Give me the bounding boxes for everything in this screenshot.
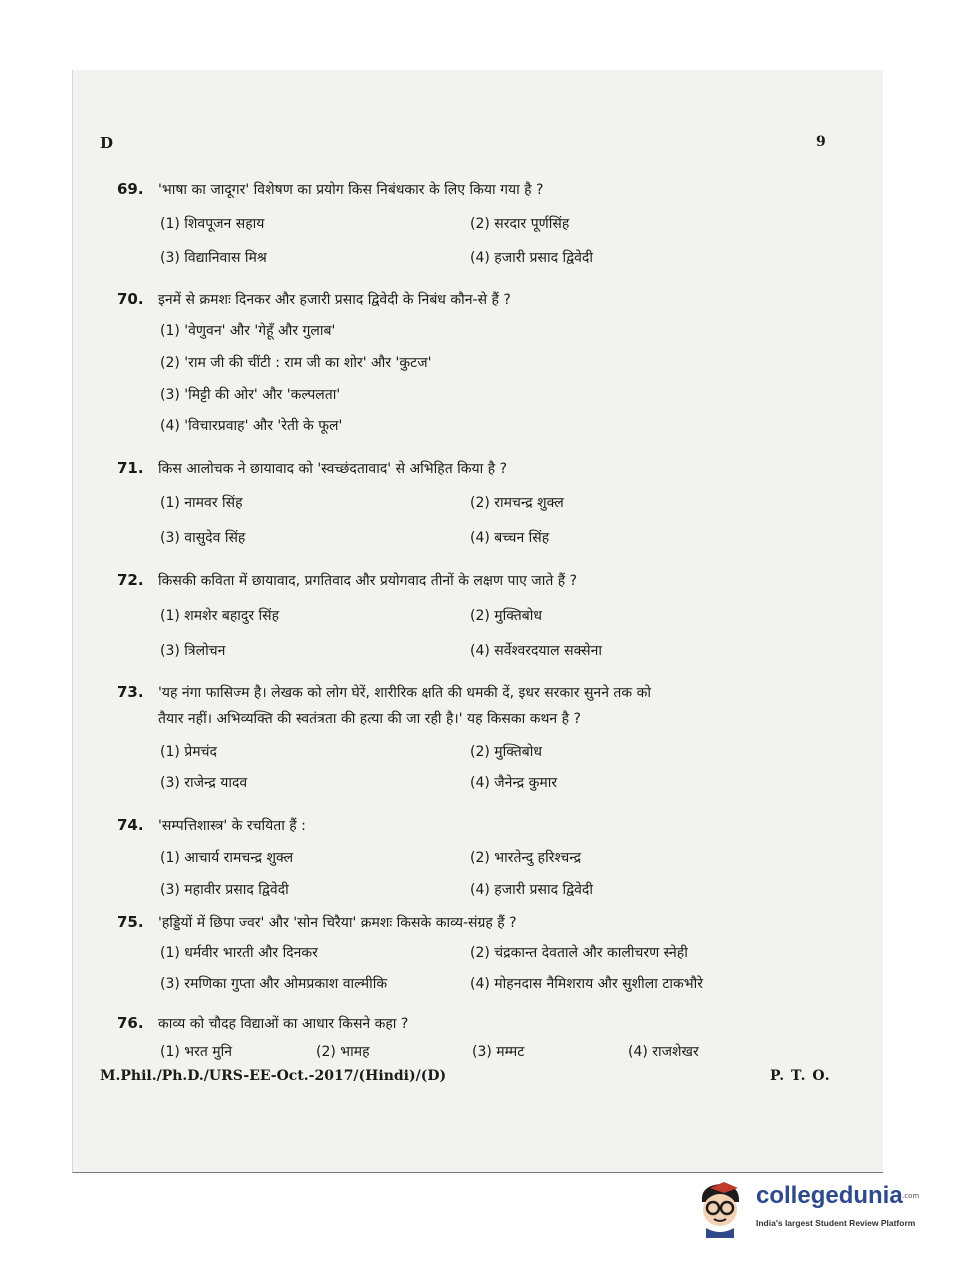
question-text-line-2: तैयार नहीं। अभिव्यक्ति की स्वतंत्रता की हत्या की जा रही है।' यह किसका कथन है ?	[158, 711, 581, 727]
question-number: 71.	[117, 459, 144, 477]
question-text: 'सम्पत्तिशास्त्र' के रचयिता हैं :	[158, 818, 306, 834]
option: (4) सर्वेश्वरदयाल सक्सेना	[470, 643, 602, 659]
question-number: 74.	[117, 816, 144, 834]
option: (2) सरदार पूर्णसिंह	[470, 216, 570, 232]
option: (1) भरत मुनि	[160, 1044, 233, 1060]
collegedunia-logo	[690, 1180, 930, 1242]
series-code: D	[100, 134, 114, 152]
option: (2) 'राम जी की चींटी : राम जी का शोर' और 'कुटज'	[160, 355, 432, 371]
question-text: किस आलोचक ने छायावाद को 'स्वच्छंदतावाद' से अभिहित किया है ?	[158, 461, 508, 477]
option: (1) आचार्य रामचन्द्र शुक्ल	[160, 850, 294, 866]
option: (4) राजशेखर	[628, 1044, 699, 1060]
option: (4) हजारी प्रसाद द्विवेदी	[470, 882, 593, 898]
option: (4) 'विचारप्रवाह' और 'रेती के फूल'	[160, 418, 343, 434]
option: (3) विद्यानिवास मिश्र	[160, 250, 267, 266]
question-number: 70.	[117, 290, 144, 308]
brand-name: collegedunia	[756, 1182, 903, 1209]
question-number: 73.	[117, 683, 144, 701]
brand-suffix: .com	[902, 1192, 920, 1200]
question-text: काव्य को चौदह विद्याओं का आधार किसने कहा ?	[158, 1016, 409, 1032]
option: (4) हजारी प्रसाद द्विवेदी	[470, 250, 593, 266]
option: (2) मुक्तिबोध	[470, 744, 542, 760]
option: (3) मम्मट	[472, 1044, 525, 1060]
pto-label: P. T. O.	[770, 1068, 831, 1084]
question-number: 76.	[117, 1014, 144, 1032]
option: (3) रमणिका गुप्ता और ओमप्रकाश वाल्मीकि	[160, 976, 388, 992]
option: (3) राजेन्द्र यादव	[160, 775, 248, 791]
option: (2) रामचन्द्र शुक्ल	[470, 495, 564, 511]
question-text: किसकी कविता में छायावाद, प्रगतिवाद और प्रयोगवाद तीनों के लक्षण पाए जाते हैं ?	[158, 573, 578, 589]
option: (1) 'वेणुवन' और 'गेहूँ और गुलाब'	[160, 323, 336, 339]
option: (4) बच्चन सिंह	[470, 530, 550, 546]
option: (3) महावीर प्रसाद द्विवेदी	[160, 882, 289, 898]
question-number: 75.	[117, 913, 144, 931]
option: (1) नामवर सिंह	[160, 495, 243, 511]
option: (1) शिवपूजन सहाय	[160, 216, 265, 232]
question-text: इनमें से क्रमशः दिनकर और हजारी प्रसाद द्विवेदी के निबंध कौन-से हैं ?	[158, 292, 511, 308]
option: (4) जैनेन्द्र कुमार	[470, 775, 558, 791]
option: (2) भारतेन्दु हरिश्चन्द्र	[470, 850, 582, 866]
option: (1) प्रेमचंद	[160, 744, 217, 760]
option: (1) धर्मवीर भारती और दिनकर	[160, 945, 318, 961]
mascot-icon	[690, 1180, 750, 1238]
option: (2) चंद्रकान्त देवताले और कालीचरण स्नेही	[470, 945, 688, 961]
question-text: 'हड्डियों में छिपा ज्वर' और 'सोन चिरैया' क्रमशः किसके काव्य-संग्रह हैं ?	[158, 915, 517, 931]
question-number: 72.	[117, 571, 144, 589]
option: (3) त्रिलोचन	[160, 643, 226, 659]
exam-code: M.Phil./Ph.D./URS-EE-Oct.-2017/(Hindi)/(D)	[100, 1068, 447, 1084]
brand-tagline: India's largest Student Review Platform	[756, 1218, 916, 1228]
option: (3) वासुदेव सिंह	[160, 530, 246, 546]
question-text-line-1: 'यह नंगा फासिज्म है। लेखक को लोग घेरें, शारीरिक क्षति की धमकी दें, इधर सरकार सुनने तक को	[158, 685, 651, 701]
question-text: 'भाषा का जादूगर' विशेषण का प्रयोग किस निबंधकार के लिए किया गया है ?	[158, 182, 544, 198]
question-number: 69.	[117, 180, 144, 198]
option: (2) मुक्तिबोध	[470, 608, 542, 624]
option: (3) 'मिट्टी की ओर' और 'कल्पलता'	[160, 387, 341, 403]
option: (2) भामह	[316, 1044, 370, 1060]
option: (1) शमशेर बहादुर सिंह	[160, 608, 280, 624]
page-number: 9	[816, 134, 826, 150]
option: (4) मोहनदास नैमिशराय और सुशीला टाकभौरे	[470, 976, 703, 992]
